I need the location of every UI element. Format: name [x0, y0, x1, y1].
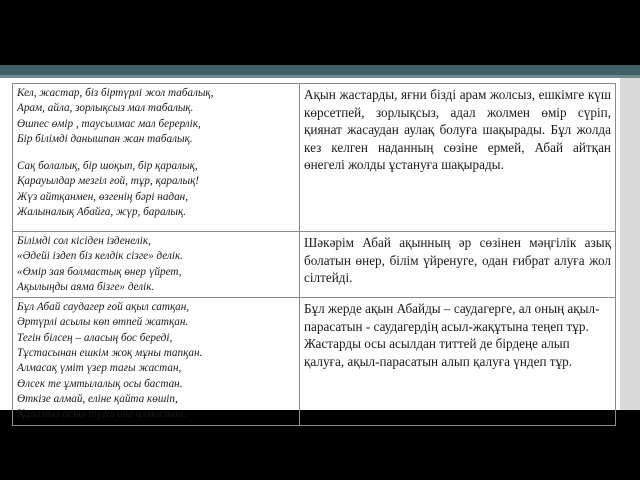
verse-cell — [13, 298, 300, 425]
verse-cell — [13, 84, 300, 232]
table-row — [13, 298, 616, 425]
verse-line: Жалыналық Абайға, жүр, баралық. — [17, 206, 187, 219]
verse-line: Өлсек те ұмтылалық осы бастан. — [17, 377, 183, 390]
verse-line: Ақылыңды аяма бізге» делік. — [17, 280, 155, 293]
verse-cell — [13, 232, 300, 298]
verse-line: Сақ болалық, бір шоқып, бір қаралық, — [17, 160, 198, 173]
stanza-gap — [17, 147, 295, 159]
comment-cell: Ақын жастарды, яғни бізді арам жолсыз, ешкімге күш көрсетпей, зорлықсыз, адал жолмен өмір сүріп, қиянат жасаудан аулақ болуға шақырады. Бұл жолда кез келген наданның сөзіне ермей, Абай айтқан өнегелі жолды ұстануға шақырады. — [300, 84, 616, 232]
comment-cell: Шәкәрім Абай ақынның әр сөзінен мәңгілік азық болатын өнер, білім үйренуге, одан ғибрат алуға жол сілтейді. — [300, 232, 616, 298]
poem-analysis-table — [12, 83, 616, 426]
verse-line: Жүз айтқанмен, өзгенің бәрі надан, — [17, 190, 189, 203]
verse-line: Әртүрлі асылы көп өтпей жатқан. — [17, 316, 189, 329]
verse-line: Өшпес өмір , таусылмас мал берерлік, — [17, 117, 201, 130]
verse-line: «Әдейі іздеп біз келдік сізге» делік. — [17, 250, 183, 263]
verse-line: Тұстасынан ешкім жоқ мұны тапқан. — [17, 347, 203, 360]
verse-line: «Өмір зая болмастық өнер үйрет, — [17, 265, 182, 278]
verse-line: Қарауылдар мезгіл ғой, тұр, қаралық! — [17, 175, 200, 188]
comment-cell: Бұл жерде ақын Абайды – саудагерге, ал оның ақыл-парасатын - саудагердің асыл-жақұтына теңеп тұр. Жастарды осы асылдан титтей де бірдеңе алып қалуға, ақыл-парасатын алып қалуға үндеп тұр. — [300, 298, 616, 425]
verse-line: Қаламыз асыл түгіл ине алмастан. — [17, 408, 187, 421]
verse-line: Арам, айла, зорлықсыз мал табалық. — [17, 102, 194, 115]
verse-line: Бір білімді данышпан жан табалық. — [17, 132, 193, 145]
verse-line: Өткізе алмай, еліне қайта көшіп, — [17, 392, 178, 405]
verse-line: Білімді сол кісіден ізденелік, — [17, 235, 151, 247]
verse-line: Бұл Абай саудагер ғой ақыл сатқан, — [17, 301, 190, 314]
table-row — [13, 232, 616, 298]
slide-accent-stripe — [0, 75, 640, 78]
verse-line: Алмасақ үміт үзер тағы жастан, — [17, 362, 182, 375]
slide-accent-bar — [0, 65, 640, 75]
table-row — [13, 84, 616, 232]
verse-line: Тегін білсең – аласың бос береді, — [17, 331, 173, 344]
verse-line: Кел, жастар, біз біртүрлі жол табалық, — [17, 87, 214, 99]
slide-side-strip — [620, 78, 640, 410]
